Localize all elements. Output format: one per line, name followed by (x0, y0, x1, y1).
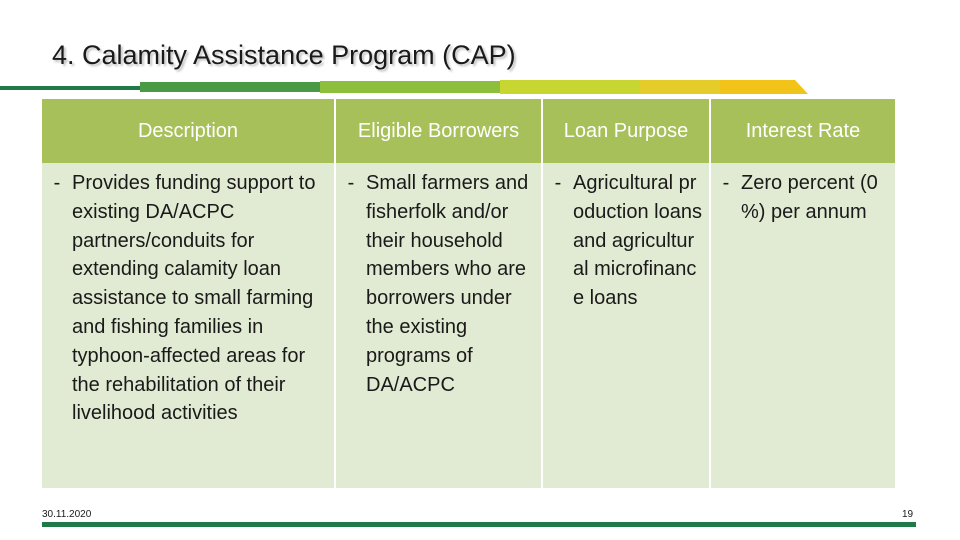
slide-title: 4. Calamity Assistance Program (CAP) (52, 40, 516, 70)
cell-eligible-borrowers (335, 163, 542, 488)
decorative-stripe (0, 78, 810, 96)
interest-rate-text: Zero percent (0 %) per annum (741, 172, 878, 223)
bullet-dash: - (53, 172, 61, 194)
header-loan-purpose: Loan Purpose (542, 99, 710, 163)
bullet-dash: - (722, 172, 730, 194)
header-description: Description (42, 99, 335, 163)
footer-divider (42, 522, 916, 527)
loan-purpose-text: Agricultural production loans and agricultural microfinance loans (573, 172, 702, 310)
page-number: 19 (902, 509, 914, 520)
cell-description (42, 163, 335, 488)
cap-table (42, 99, 895, 488)
cell-loan-purpose (542, 163, 710, 488)
bullet-dash: - (554, 172, 562, 194)
cell-interest-rate (710, 163, 895, 488)
description-text: Provides funding support to existing DA/ACPC partners/conduits for extending calamity loan assistance to small farming and fishing families in typhoon-affected areas for the rehabilitation of their livelihood activities (72, 172, 316, 425)
header-eligible-borrowers: Eligible Borrowers (335, 99, 542, 163)
header-interest-rate: Interest Rate (710, 99, 895, 163)
footer-date: 30.11.2020 (42, 509, 92, 520)
bullet-dash: - (347, 172, 355, 194)
eligible-borrowers-text: Small farmers and fisherfolk and/or their household members who are borrowers under the existing programs of DA/ACPC (366, 172, 529, 396)
